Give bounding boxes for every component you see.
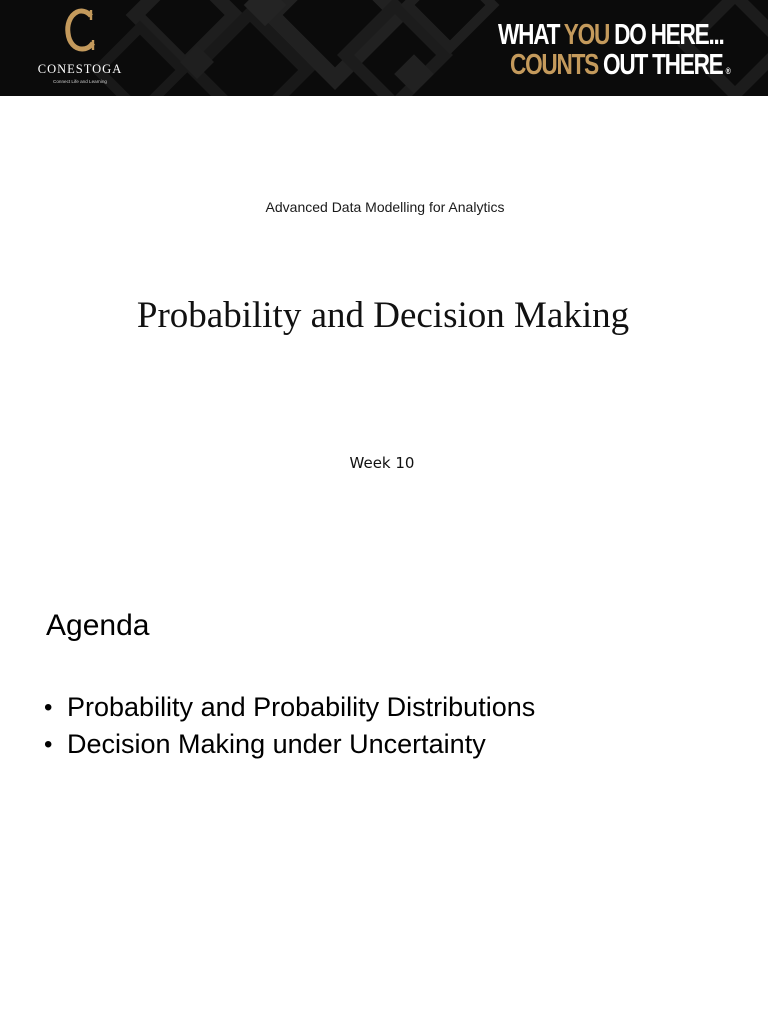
- logo-wordmark: CONESTOGA: [37, 62, 123, 76]
- slogan-text: DO HERE...: [609, 19, 724, 51]
- week-label: Week 10: [349, 454, 415, 472]
- slogan-text: WHAT: [498, 19, 564, 51]
- slide-title: Probability and Decision Making: [136, 295, 630, 336]
- list-item-text: Decision Making under Uncertainty: [67, 729, 486, 759]
- list-item-text: Probability and Probability Distributions: [67, 692, 536, 722]
- conestoga-c-logo-icon: [60, 6, 100, 54]
- logo-tagline: Connect Life and Learning: [53, 79, 107, 84]
- conestoga-logo: [34, 4, 126, 90]
- registered-mark: ®: [725, 66, 731, 76]
- slogan-highlight: YOU: [563, 19, 610, 51]
- agenda-heading: Agenda: [46, 609, 150, 642]
- slogan-highlight: COUNTS: [510, 49, 599, 81]
- bullet-icon: •: [44, 694, 53, 721]
- agenda-list: [44, 689, 535, 763]
- header-banner: [0, 0, 768, 96]
- bullet-icon: •: [44, 731, 53, 758]
- list-item: [44, 689, 535, 726]
- list-item: [44, 726, 535, 763]
- slogan-line-2: [510, 50, 731, 86]
- slogan-text: OUT THERE: [598, 49, 723, 81]
- course-name: Advanced Data Modelling for Analytics: [265, 199, 505, 215]
- slogan-line-1: [498, 20, 724, 50]
